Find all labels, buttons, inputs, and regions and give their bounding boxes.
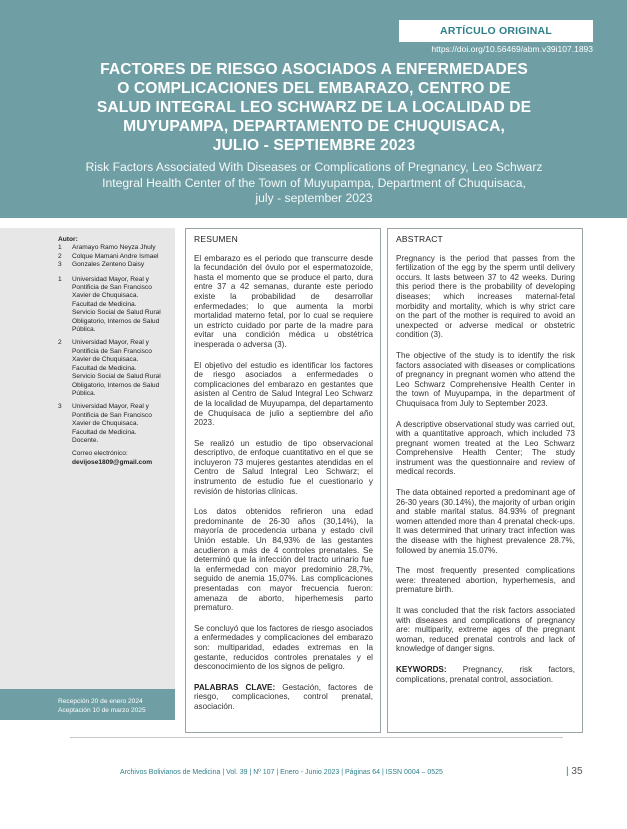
affiliation-line: Obligatorio, Internos de Salud — [72, 381, 160, 389]
affiliation-text — [72, 276, 170, 335]
article-title — [40, 60, 588, 155]
title-line: SALUD INTEGRAL LEO SCHWARZ DE LA LOCALIDAD DE — [96, 99, 532, 116]
affiliation-number: 2 — [58, 339, 62, 347]
affiliation-text — [72, 403, 170, 445]
resumen-column — [185, 228, 381, 733]
affiliation-entry — [58, 339, 170, 398]
dates-box — [0, 689, 175, 720]
affiliation-line: Docente. — [72, 436, 99, 444]
keywords-label: PALABRAS CLAVE: — [194, 682, 276, 692]
journal-footer: Archivos Bolivianos de Medicina | Vol. 39 | Nº 107 | Enero - Junio 2023 | Páginas 64 | ISSN 0004 – 0525 — [120, 769, 443, 776]
author-label: Autor: — [58, 236, 78, 243]
affiliation-line: Pública. — [72, 389, 96, 397]
author-name: Colque Mamani Andre Ismael — [72, 252, 159, 260]
header-banner — [0, 0, 627, 218]
affiliation-line: Universidad Mayor, Real y — [72, 339, 149, 347]
title-line: MUYUPAMPA, DEPARTAMENTO DE CHUQUISACA, — [123, 118, 505, 135]
affiliation-line: Obligatorio, Internos de Salud — [72, 317, 160, 325]
affiliation-line: Facultad de Medicina. — [72, 428, 137, 436]
affiliation-line: Xavier de Chuquisaca. — [72, 292, 139, 300]
affiliation-line: Xavier de Chuquisaca. — [72, 420, 139, 428]
affiliation-line: Pontificia de San Francisco — [72, 411, 152, 419]
abstract-paragraph: The objective of the study is to identify the risk factors associated with diseases or complications of pregnancy in pregnant women who attend the Leo Schwarz Comprehensive Health Center in the town of Muyupampa, in the department of Chuquisaca from July to September 2023. — [396, 350, 575, 408]
affiliation-number: 3 — [58, 403, 62, 411]
keywords-label: KEYWORDS: — [396, 664, 447, 674]
affiliation-text — [72, 339, 170, 398]
page-number: 35 — [571, 766, 583, 777]
affiliation-line: Universidad Mayor, Real y — [72, 275, 149, 283]
abstract-keywords — [396, 665, 575, 684]
abstract-paragraph: Pregnancy is the period that passes from the fertilization of the egg by the sperm until delivery occurs. It lasts between 37 to 42 weeks. During this period there is the probability of developing diseases; which increases maternal-fetal morbidity and mortality, which is why strict care on the part of the mother is required to avoid an unexpected or adverse medical or obstetric condition (3). — [396, 253, 575, 340]
abstract-column — [387, 228, 583, 733]
affiliation-entry — [58, 403, 170, 445]
dates-text — [58, 698, 146, 715]
abstract-paragraph: The most frequently presented complications were: threatened abortion, hyperhemesis, and premature birth. — [396, 566, 575, 595]
subtitle-line: july - september 2023 — [255, 191, 373, 205]
resumen-paragraph: Se concluyó que los factores de riesgo asociados a enfermedades y complicaciones del embarazo son: multiparidad, edades extremas en la gestante, reducidos controles prenatales y el desconocimiento de los signos de peligro. — [194, 623, 373, 672]
footer-divider — [70, 737, 563, 738]
affiliation-line: Pontificia de San Francisco — [72, 284, 152, 292]
resumen-keywords — [194, 683, 373, 712]
keywords-text: Gestación, factores de riesgo, complicaciones, control prenatal, asociación. — [194, 682, 373, 711]
email-label: Correo electrónico: — [72, 450, 128, 458]
affiliation-entry — [58, 276, 170, 335]
affiliation-line: Xavier de Chuquisaca. — [72, 356, 139, 364]
subtitle-line: Risk Factors Associated With Diseases or Complications of Pregnancy, Leo Schwarz — [85, 160, 543, 174]
author-entry — [58, 244, 170, 252]
author-name: Aramayo Ramo Neyza Jhuly — [72, 244, 156, 252]
affiliations — [58, 276, 170, 446]
resumen-paragraph: Los datos obtenidos refirieron una edad predominante de 26-30 años (30,14%), la mayoría de procedencia urbana y estado civil Unión estable. Un 84,93% de las gestantes acudieron a más de 4 controles prenatales. Se determinó que la infección del tracto urinario fue la enfermedad con mayor predominio 28,7%, seguido de anemia 15,07%. Las complicaciones presentadas con mayor frecuencia fueron: amenaza de aborto, hiperhemesis parto prematuro. — [194, 507, 373, 613]
abstract-paragraph: A descriptive observational study was carried out, with a quantitative approach, which included 73 pregnant women treated at the Leo Schwarz Comprehensive Health Center; The study instrument was the questionnaire and review of medical records. — [396, 419, 575, 477]
english-title — [30, 160, 598, 207]
doi-link[interactable]: https://doi.org/10.56469/abm.v39i107.1893 — [431, 44, 593, 54]
resumen-paragraph: El embarazo es el periodo que transcurre desde la fecundación del óvulo por el espermatozoide, hasta el momento que se produce el parto, dura entre 37 a 42 semanas, durante este periodo existe la probabilidad de desarrollar enfermedades; lo que aumenta la morbi mortalidad materno fetal, por lo cual se requiere un estricto cuidado por parte de la madre para evitar una condición médica u obstétrica inesperada o adversa (3). — [194, 253, 373, 349]
resumen-heading: RESUMEN — [194, 234, 238, 244]
affiliation-line: Universidad Mayor, Real y — [72, 403, 149, 411]
affiliation-line: Servicio Social de Salud Rural — [72, 373, 161, 381]
author-name: Gonzales Zenteno Daisy — [72, 261, 145, 269]
abstract-heading: ABSTRACT — [396, 234, 443, 244]
author-number: 1 — [58, 244, 62, 252]
received-date: Recepción 20 de enero 2024 — [58, 698, 143, 705]
affiliation-number: 1 — [58, 275, 62, 283]
author-number: 2 — [58, 252, 62, 260]
affiliation-line: Pública. — [72, 326, 96, 334]
author-info — [58, 236, 170, 467]
author-entry — [58, 253, 170, 261]
article-type-badge: ARTÍCULO ORIGINAL — [399, 20, 593, 42]
accepted-date: Aceptación 10 de marzo 2025 — [58, 706, 146, 714]
keywords-text: Pregnancy, risk factors, complications, prenatal control, association. — [396, 664, 575, 684]
subtitle-line: Integral Health Center of the Town of Muyupampa, Department of Chuquisaca, — [102, 175, 526, 190]
affiliation-line: Servicio Social de Salud Rural — [72, 309, 161, 317]
title-line: JULIO - SEPTIEMBRE 2023 — [212, 137, 416, 154]
author-entry — [58, 261, 170, 269]
abstract-paragraph: The data obtained reported a predominant age of 26-30 years (30.14%), the majority of urban origin and stable marital status. 84.93% of pregnant women attended more than 4 prenatal check-ups. It was determined that urinary tract infection was the disease with the highest prevalence 28.7%, followed by anemia 15.07%. — [396, 488, 575, 555]
abstract-paragraph: It was concluded that the risk factors associated with diseases and complications of pregnancy are: multiparity, extreme ages of the pregnant woman, reduced prenatal controls and lack of knowledge of danger signs. — [396, 606, 575, 654]
affiliation-line: Facultad de Medicina. — [72, 364, 137, 372]
affiliation-line: Facultad de Medicina. — [72, 300, 137, 308]
resumen-paragraph: Se realizó un estudio de tipo observacional descriptivo, de enfoque cuantitativo en el que se incluyeron 73 mujeres gestantes atendidas en el Centro de Salud Integral Leo Schwarz; el instrumento de estudio fue el cuestionario y revisión de historias clínicas. — [194, 438, 373, 496]
resumen-paragraph: El objetivo del estudio es identificar los factores de riesgo asociados a enfermedades o complicaciones del embarazo en gestantes que asisten al Centro de Salud Integral Leo Schwarz de la localidad de Muyupampa, del departamento de Chuquisaca de julio a septiembre del año 2023. — [194, 360, 373, 428]
affiliation-line: Pontificia de San Francisco — [72, 347, 152, 355]
author-sidebar — [0, 228, 175, 720]
page-number-block — [566, 766, 583, 777]
author-number: 3 — [58, 261, 62, 269]
contact-email[interactable]: devijose1809@gmail.com — [72, 458, 153, 466]
title-line: FACTORES DE RIESGO ASOCIADOS A ENFERMEDADES — [100, 61, 528, 78]
title-line: O COMPLICACIONES DEL EMBARAZO, CENTRO DE — [117, 80, 511, 97]
page-number-bar: | — [566, 766, 569, 777]
